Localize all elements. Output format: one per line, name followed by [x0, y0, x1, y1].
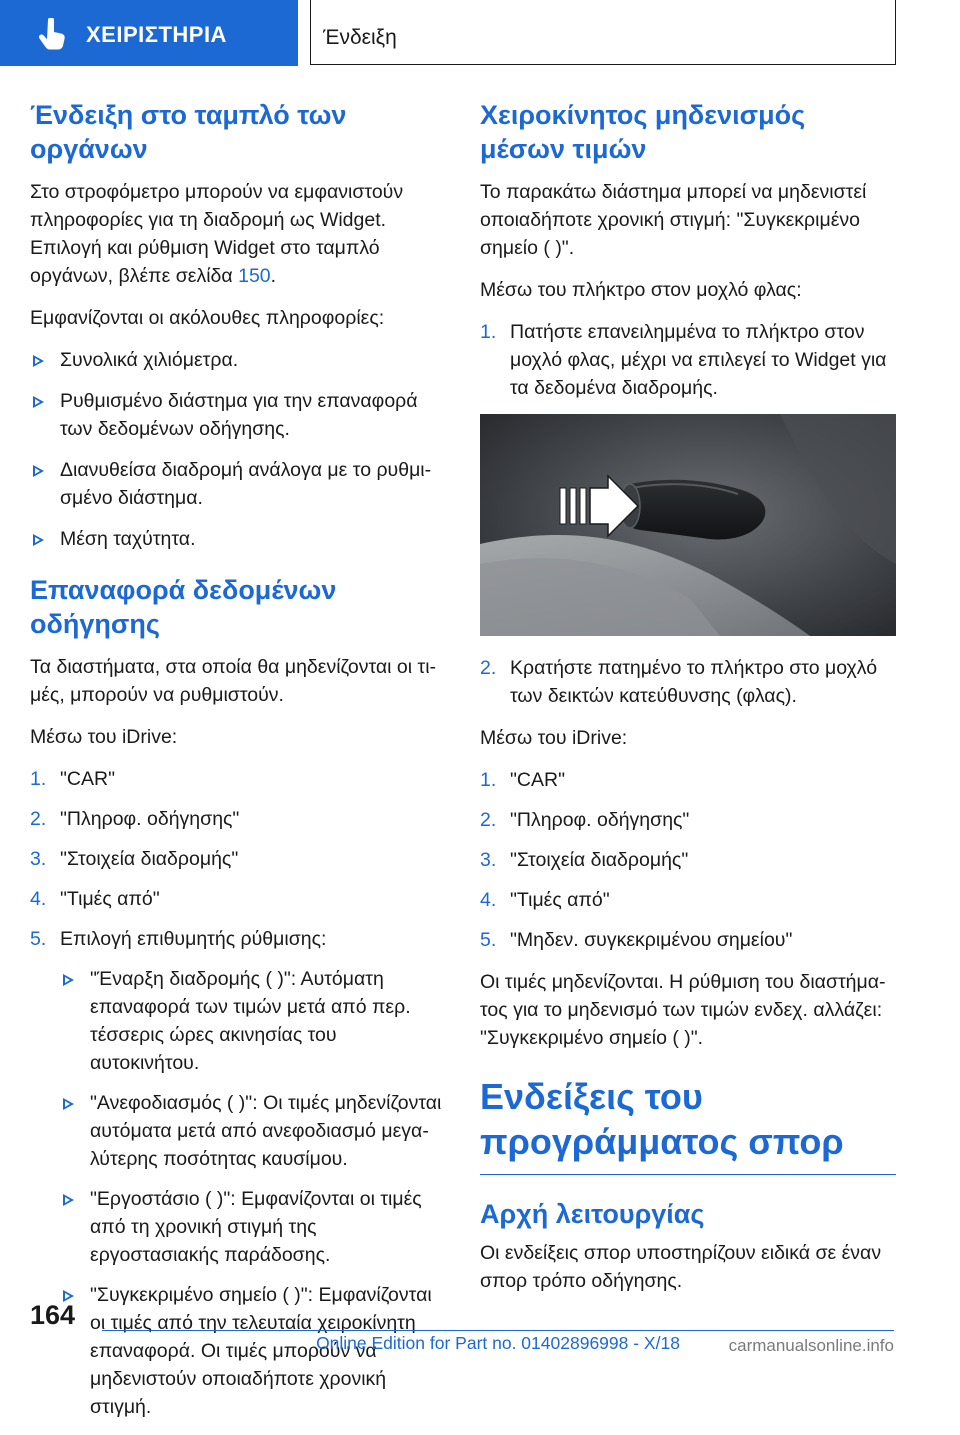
page-number: 164	[30, 1300, 76, 1330]
triangle-bullet-icon	[33, 396, 44, 408]
step-number: 2.	[480, 809, 497, 831]
step-number: 1.	[480, 769, 497, 791]
paragraph-dashboard-text: Στο στροφόμετρο μπορούν να εμφανιστούν πληροφορίες για τη διαδρομή ως Widget. Επιλογή και ρύθμιση Widget στο ταμπλό οργάνων, βλέπε σελίδα	[30, 181, 404, 287]
step-number: 3.	[30, 848, 47, 870]
step-item	[480, 766, 896, 794]
section-divider	[480, 1174, 896, 1175]
triangle-bullet-icon	[33, 534, 44, 546]
list-item-text: "Εργοστάσιο ( )": Εμφανίζονται οι τιμές από τη χρονική στιγμή της εργοστασιακής παράδοσης.	[90, 1188, 422, 1266]
triangle-bullet-icon	[63, 1098, 74, 1110]
list-item-text: "Έναρξη διαδρομής ( )": Αυτόματη επαναφορά των τιμών μετά από περ. τέσσερις ώρες ακινησίας του αυτοκινήτου.	[90, 968, 411, 1074]
idrive-steps	[30, 765, 446, 1421]
list-item	[30, 525, 446, 553]
list-item-text: Μέση ταχύτητα.	[60, 528, 196, 550]
button-steps-a	[480, 318, 896, 402]
triangle-bullet-icon	[63, 1194, 74, 1206]
turn-signal-lever-figure	[480, 414, 896, 636]
heading-sport-displays: Ενδείξεις του προγράμματος σπορ	[480, 1076, 844, 1162]
paragraph-dashboard-end: .	[270, 265, 277, 287]
info-list	[30, 346, 446, 553]
watermark: carmanualsonline.info	[728, 1336, 894, 1355]
heading-reset-driving-data: Επαναφορά δεδομένων οδήγησης	[30, 575, 337, 639]
step-number: 2.	[480, 657, 497, 679]
list-item-text: "Ανεφοδιασμός ( )": Οι τιμές μηδενίζονται αυτόματα μετά από ανεφοδιασμό μεγαλύτερης ποσότητας καυσίμου.	[90, 1092, 442, 1170]
step-text: "Πληροφ. οδήγησης"	[60, 808, 240, 830]
list-item-text: Ρυθμισμένο διάστημα για την επαναφορά των δεδομένων οδήγησης.	[60, 390, 418, 440]
heading-dashboard-display: Ένδειξη στο ταμπλό των οργάνων	[30, 100, 347, 164]
step-text: "CAR"	[510, 769, 566, 791]
step-item	[480, 886, 896, 914]
paragraph-via-idrive: Μέσω του iDrive:	[30, 726, 178, 748]
list-item	[30, 456, 446, 512]
right-column	[480, 98, 896, 1309]
step-item	[30, 805, 446, 833]
step-text: "Τιμές από"	[510, 889, 610, 911]
step-text: "CAR"	[60, 768, 116, 790]
step-text: Επιλογή επιθυμητής ρύθμισης:	[60, 928, 327, 950]
paragraph-manual-reset: Το παρακάτω διάστημα μπορεί να μηδενιστεί οποιαδήποτε χρονική στιγμή: "Συγκεκριμένο σημείο ( )".	[480, 181, 867, 259]
step-item	[480, 846, 896, 874]
step-item	[30, 845, 446, 873]
paragraph-reset-info: Οι τιμές μηδενίζονται. Η ρύθμιση του διαστήματος για το μηδενισμό των τιμών ενδεχ. αλλάζει: "Συγκεκριμένο σημείο ( )".	[480, 971, 886, 1049]
list-item-text: Διανυθείσα διαδρομή ανάλογα με το ρυθμισμένο διάστημα.	[60, 459, 432, 509]
step-text: "Στοιχεία διαδρομής"	[510, 849, 689, 871]
footer-edition: Online Edition for Part no. 01402896998 - X/18	[316, 1333, 680, 1353]
heading-principle: Αρχή λειτουργίας	[480, 1199, 705, 1229]
step-number: 5.	[30, 928, 47, 950]
list-item	[60, 965, 446, 1077]
triangle-bullet-icon	[33, 465, 44, 477]
step-item	[30, 765, 446, 793]
step-item	[480, 654, 896, 710]
left-column	[30, 98, 446, 1435]
section-title: Ένδειξη	[323, 26, 397, 49]
list-item-text: "Συγκεκριμένο σημείο ( )": Εμφανίζονται οι τιμές από την τελευταία χειροκίνητη επαναφορά. Οι τιμές μπορούν να μηδενιστούν οποιαδήποτε χρονική στιγμή.	[90, 1284, 432, 1418]
step-number: 1.	[480, 321, 497, 343]
paragraph-reset: Τα διαστήματα, στα οποία θα μηδενίζονται οι τιμές, μπορούν να ρυθμιστούν.	[30, 656, 437, 706]
section-header	[310, 0, 896, 65]
hand-pointer-icon	[38, 18, 68, 50]
list-item-text: Συνολικά χιλιόμετρα.	[60, 349, 239, 371]
list-item	[60, 1089, 446, 1173]
step-text: "Τιμές από"	[60, 888, 160, 910]
step-text: Κρατήστε πατημένο το πλήκτρο στο μοχλό των δεικτών κατεύθυνσης (φλας).	[510, 657, 878, 707]
list-item	[30, 346, 446, 374]
idrive-steps	[480, 766, 896, 954]
paragraph-dashboard	[30, 178, 446, 290]
paragraph-principle: Οι ενδείξεις σπορ υποστηρίζουν ειδικά σε έναν σπορ τρόπο οδήγησης.	[480, 1242, 882, 1292]
paragraph-info-shown: Εμφανίζονται οι ακόλουθες πληροφορίες:	[30, 307, 385, 329]
step-number: 5.	[480, 929, 497, 951]
footer-divider	[102, 1330, 894, 1331]
step-number: 4.	[480, 889, 497, 911]
list-item	[30, 387, 446, 443]
step-number: 1.	[30, 768, 47, 790]
step-item	[480, 926, 896, 954]
triangle-bullet-icon	[63, 974, 74, 986]
triangle-bullet-icon	[33, 355, 44, 367]
button-steps-b	[480, 654, 896, 710]
step-number: 2.	[30, 808, 47, 830]
step-number: 4.	[30, 888, 47, 910]
chapter-title: ΧΕΙΡΙΣΤΗΡΙΑ	[86, 22, 227, 47]
step-text: "Μηδεν. συγκεκριμένου σημείου"	[510, 929, 793, 951]
turn-signal-lever-illustration	[480, 414, 896, 636]
paragraph-via-button: Μέσω του πλήκτρο στον μοχλό φλας:	[480, 279, 802, 301]
step-item	[480, 318, 896, 402]
chapter-tab[interactable]	[0, 0, 298, 66]
step-item	[480, 806, 896, 834]
page-reference-link[interactable]: 150	[238, 265, 271, 287]
step-item	[30, 885, 446, 913]
step-number: 3.	[480, 849, 497, 871]
step-text: Πατήστε επανειλημμένα το πλήκτρο στον μοχλό φλας, μέχρι να επιλεγεί το Widget για τα δεδομένα διαδρομής.	[510, 321, 887, 399]
list-item	[60, 1185, 446, 1269]
step-text: "Στοιχεία διαδρομής"	[60, 848, 239, 870]
step-text: "Πληροφ. οδήγησης"	[510, 809, 690, 831]
paragraph-via-idrive: Μέσω του iDrive:	[480, 727, 628, 749]
heading-manual-reset: Χειροκίνητος μηδενισμός μέσων τιμών	[480, 100, 806, 164]
